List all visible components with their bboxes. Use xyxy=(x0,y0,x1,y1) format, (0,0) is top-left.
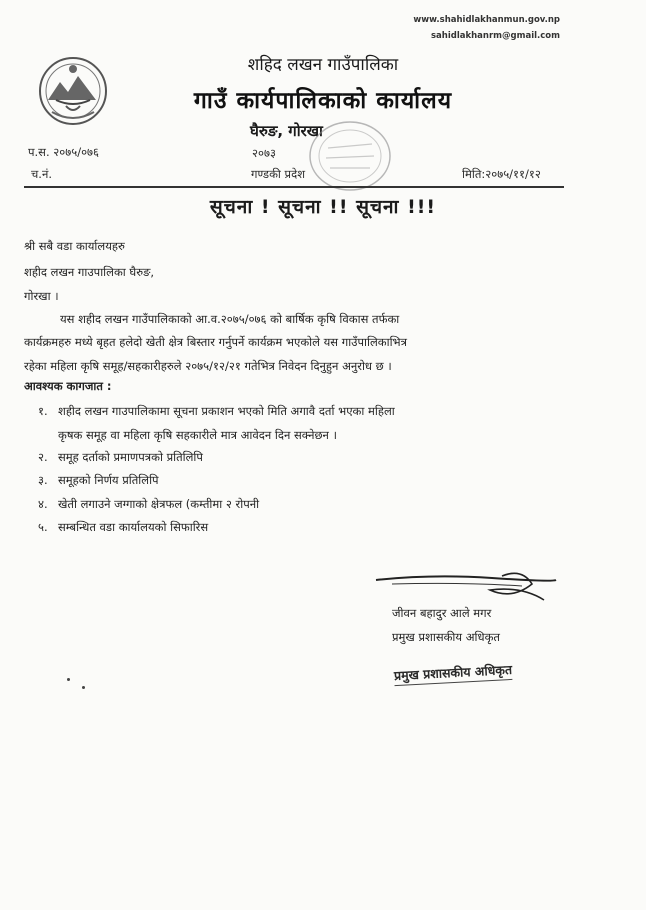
year-text: २०७३ xyxy=(252,146,276,160)
header-divider xyxy=(24,186,564,188)
doc-item-number: २. xyxy=(38,450,48,464)
doc-item-number: ४. xyxy=(38,497,48,511)
recipient-line: शहीद लखन गाउपालिका घैरुङ, xyxy=(24,265,155,279)
email-text: sahidlakhanrm@gmail.com xyxy=(430,31,560,41)
doc-item-number: ५. xyxy=(38,520,48,534)
notice-title: सूचना ! सूचना !! सूचना !!! xyxy=(209,196,437,218)
signatory-stamp: प्रमुख प्रशासकीय अधिकृत xyxy=(394,661,513,686)
doc-item-text: समूहको निर्णय प्रतिलिपि xyxy=(58,473,159,487)
patra-sankhya: प.स. २०७५/०७६ xyxy=(28,145,100,159)
signatory-title: प्रमुख प्रशासकीय अधिकृत xyxy=(392,630,500,644)
date-text: मिति:२०७५/११/१२ xyxy=(462,167,541,181)
province-text: गण्डकी प्रदेश xyxy=(251,167,306,181)
paragraph-line: कार्यक्रमहरु मध्ये बृहत हलेदो खेती क्षेत्र बिस्तार गर्नुपर्ने कार्यक्रम भएकोले यस गाउँपालिकाभित्र xyxy=(24,335,407,349)
recipient-line: गोरखा । xyxy=(24,289,59,303)
doc-item-number: ३. xyxy=(38,473,48,487)
speck-mark xyxy=(82,686,85,689)
signatory-name: जीवन बहादुर आले मगर xyxy=(392,606,492,620)
doc-item-text: समूह दर्ताको प्रमाणपत्रको प्रतिलिपि xyxy=(58,450,203,464)
office-seal-stamp-icon xyxy=(300,118,394,196)
municipality-name: शहिद लखन गाउँपालिका xyxy=(247,55,399,75)
doc-item-text: खेती लगाउने जग्गाको क्षेत्रफल (कम्तीमा २ रोपनी xyxy=(58,497,260,511)
chalani-number: च.नं. xyxy=(31,167,52,181)
website-text: www.shahidlakhanmun.gov.np xyxy=(413,15,560,25)
doc-item-text: सम्बन्धित वडा कार्यालयको सिफारिस xyxy=(58,520,209,534)
doc-item-text: कृषक समूह वा महिला कृषि सहकारीले मात्र आवेदन दिन सक्नेछन । xyxy=(58,428,337,442)
paragraph-line: रहेका महिला कृषि समूह/सहकारीहरुले २०७५/१२/२१ गतेभित्र निवेदन दिनुहुन अनुरोध छ । xyxy=(24,359,392,373)
doc-item-text: शहीद लखन गाउपालिकामा सूचना प्रकाशन भएको मिति अगावै दर्ता भएका महिला xyxy=(58,404,395,418)
speck-mark xyxy=(67,678,70,681)
office-name: गाउँ कार्यपालिकाको कार्यालय xyxy=(193,88,453,114)
signature-scribble-icon xyxy=(372,570,560,608)
office-address: घैरुङ, गोरखा xyxy=(250,122,323,140)
doc-item-number: १. xyxy=(38,404,48,418)
required-docs-heading: आवश्यक कागजात : xyxy=(24,379,112,393)
paragraph-line: यस शहीद लखन गाउँपालिकाको आ.व.२०७५/०७६ को बार्षिक कृषि विकास तर्फका xyxy=(60,312,400,326)
recipient-line: श्री सबै वडा कार्यालयहरु xyxy=(24,239,125,253)
